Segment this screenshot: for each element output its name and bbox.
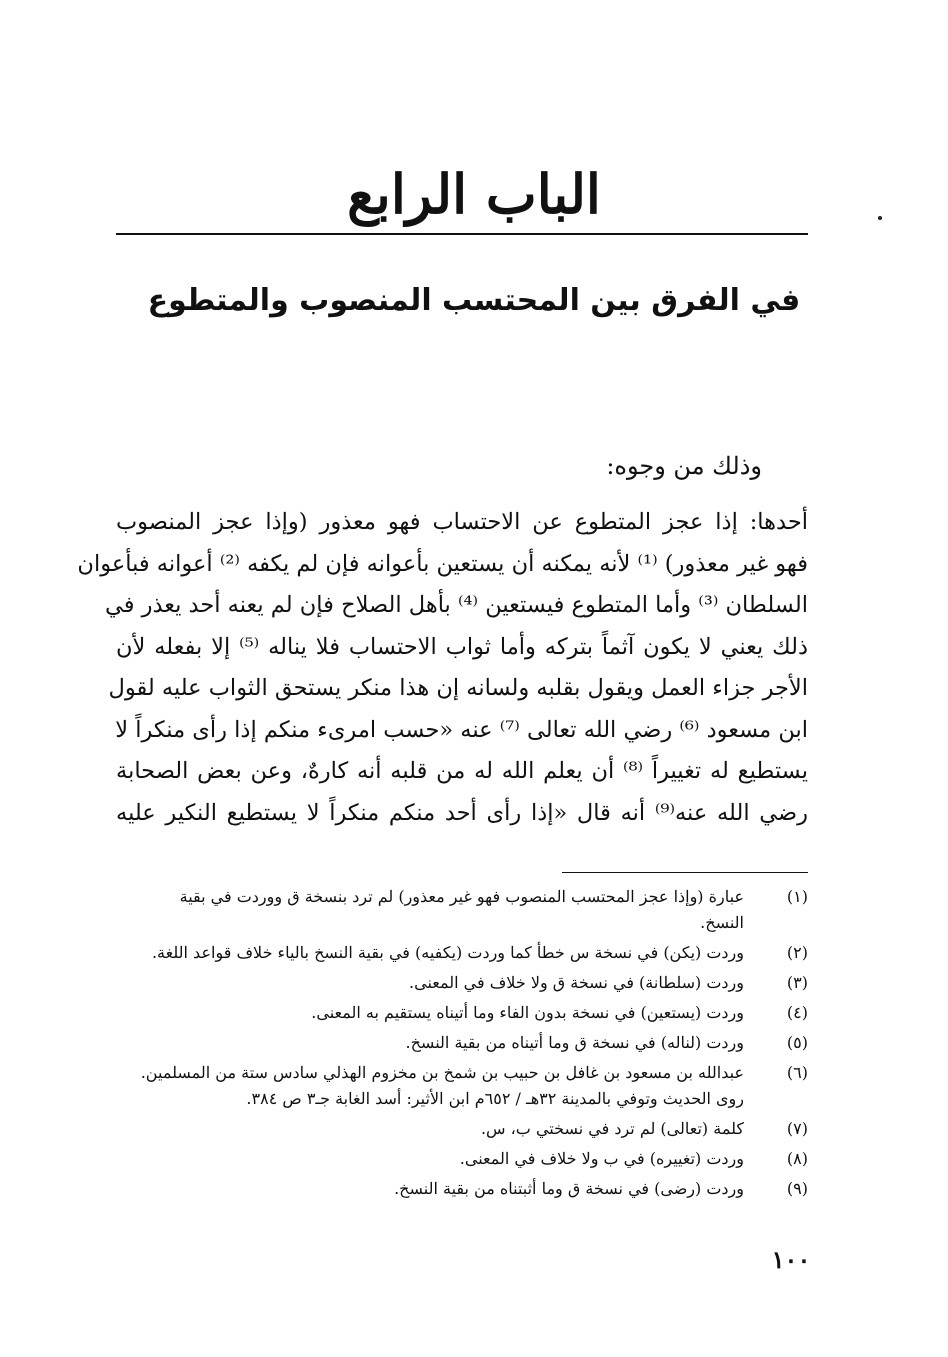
footnote-item: [116, 970, 808, 996]
footnote-item: [116, 1146, 808, 1172]
footnote-number: (٨): [786, 1149, 808, 1168]
footnote-text: [116, 1000, 744, 1026]
chapter-title: الباب الرابع: [347, 162, 601, 226]
footnote-line: وردت (يكن) في نسخة س خطأ كما وردت (يكفيه) في بقية النسخ بالياء خلاف قواعد اللغة.: [151, 943, 744, 962]
footnote-line: النسخ.: [700, 913, 744, 932]
footnote-line: كلمة (تعالى) لم ترد في نسختي ب، س.: [480, 1119, 744, 1138]
footnote-text: [116, 1116, 744, 1142]
footnote-line: وردت (سلطانة) في نسخة ق ولا خلاف في المعنى.: [409, 973, 744, 992]
body-line: الأجر جزاء العمل ويقول بقلبه ولسانه إن هذا منكر يستحق الثواب عليه لقول: [108, 675, 808, 701]
footnote-number: (٣): [786, 973, 808, 992]
footnote-line: روى الحديث وتوفي بالمدينة ٣٢هـ / ٦٥٢م ابن الأثير: أسد الغابة جـ٣ ص ٣٨٤.: [246, 1089, 744, 1108]
footnote-text: [116, 1030, 744, 1056]
footnote-number: (٦): [786, 1063, 808, 1082]
footnote-item: [116, 1116, 808, 1142]
footnote-number: (٧): [786, 1119, 808, 1138]
chapter-subtitle: في الفرق بين المحتسب المنصوب والمتطوع: [147, 283, 801, 318]
footnote-text: [116, 1176, 744, 1202]
footnote-text: [116, 1060, 744, 1112]
footnote-line: وردت (يستعين) في نسخة بدون الفاء وما أتيناه يستقيم به المعنى.: [311, 1003, 744, 1022]
footnote-item: [116, 884, 808, 936]
body-line: السلطان ⁽³⁾ وأما المتطوع فيستعين ⁽⁴⁾ بأهل الصلاح فإن لم يعنه أحد يعذر في: [104, 592, 808, 618]
footnote-number: (٥): [786, 1033, 808, 1052]
footnote-line: وردت (رضى) في نسخة ق وما أثبتناه من بقية النسخ.: [394, 1179, 744, 1198]
footnote-text: [116, 970, 744, 996]
body-line: رضي الله عنه⁽⁹⁾ أنه قال «إذا رأى أحد منكم منكراً لا يستطيع النكير عليه: [116, 799, 808, 826]
footnote-number: (١): [786, 887, 808, 906]
footnote-text: [116, 884, 744, 936]
footnotes-list: [116, 884, 808, 1206]
footnote-item: [116, 1030, 808, 1056]
footnote-item: [116, 1176, 808, 1202]
footnote-item: [116, 1000, 808, 1026]
footnote-item: [116, 940, 808, 966]
footnote-divider: [562, 872, 808, 873]
footnote-line: عبدالله بن مسعود بن غافل بن حبيب بن شمخ بن مخزوم الهذلي سادس ستة من المسلمين.: [140, 1063, 744, 1082]
footnote-number: (٤): [786, 1003, 808, 1022]
body-line: فهو غير معذور) ⁽¹⁾ لأنه يمكنه أن يستعين بأعوانه فإن لم يكفه ⁽²⁾ أعوانه فبأعوان: [77, 550, 808, 577]
footnote-item: [116, 1060, 808, 1112]
body-line: ذلك يعني لا يكون آثماً بتركه وأما ثواب الاحتساب فلا يناله ⁽⁵⁾ إلا بفعله لأن: [116, 633, 808, 660]
footnote-line: عبارة (وإذا عجز المحتسب المنصوب فهو غير معذور) لم ترد بنسخة ق ووردت في بقية: [179, 887, 744, 906]
footnote-number: (٩): [786, 1179, 808, 1198]
body-line: أحدها: إذا عجز المتطوع عن الاحتساب فهو معذور (وإذا عجز المنصوب: [116, 509, 808, 535]
body-line: ابن مسعود ⁽⁶⁾ رضي الله تعالى ⁽⁷⁾ عنه «حسب امرىء منكم إذا رأى منكراً لا: [115, 716, 808, 743]
footnote-text: [116, 1146, 744, 1172]
stray-dot: [878, 216, 882, 220]
page-number: ١٠٠: [771, 1245, 811, 1274]
intro-text: وذلك من وجوه:: [606, 452, 762, 480]
footnote-line: وردت (لناله) في نسخة ق وما أتيناه من بقية النسخ.: [405, 1033, 744, 1052]
title-divider: [116, 233, 808, 235]
footnote-line: وردت (تغييره) في ب ولا خلاف في المعنى.: [459, 1149, 744, 1168]
footnote-number: (٢): [786, 943, 808, 962]
footnote-text: [116, 940, 744, 966]
body-text: [77, 502, 808, 834]
body-line: يستطيع له تغييراً ⁽⁸⁾ أن يعلم الله له من قلبه أنه كارهٌ، وعن بعض الصحابة: [116, 758, 808, 784]
